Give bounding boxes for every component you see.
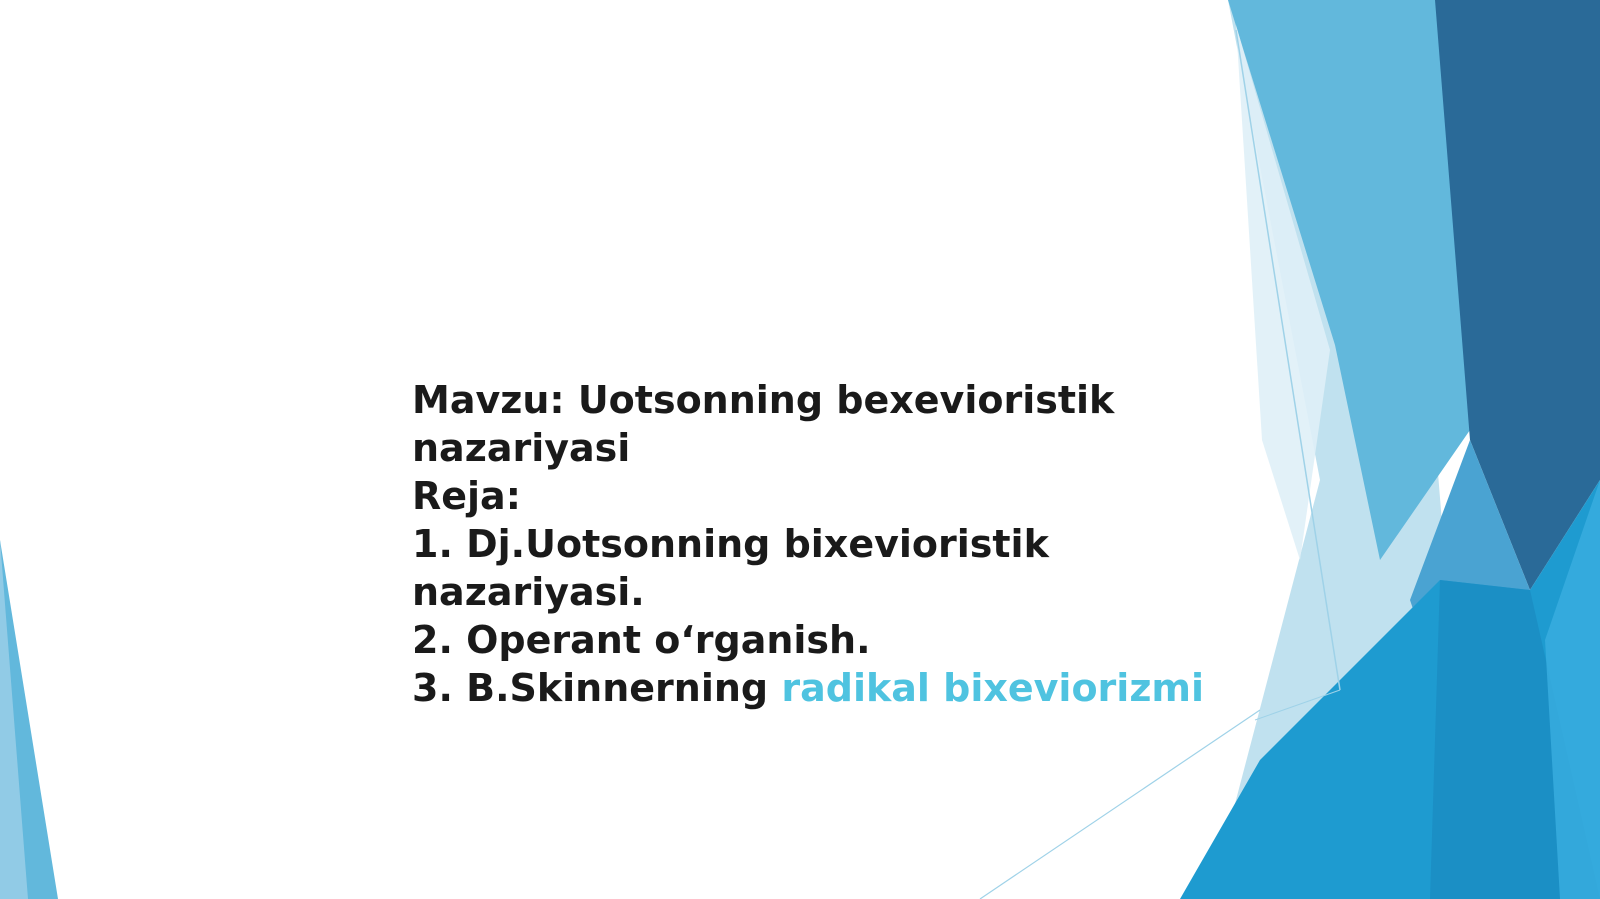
plan-item-3 bbox=[412, 664, 1205, 712]
plan-item-3-highlight: radikal bixeviorizmi bbox=[781, 666, 1205, 710]
plan-item-1-line-2: nazariyasi. bbox=[412, 570, 645, 614]
slide-title-line-2: nazariyasi bbox=[412, 426, 631, 470]
slide-text bbox=[412, 376, 1205, 712]
slide-title-line-1: Mavzu: Uotsonning bexevioristik bbox=[412, 378, 1115, 422]
plan-item-1-line-1: 1. Dj.Uotsonning bixevioristik bbox=[412, 522, 1049, 566]
plan-item-2: 2. Operant o‘rganish. bbox=[412, 618, 871, 662]
plan-heading: Reja: bbox=[412, 474, 521, 518]
plan-item-3-prefix: 3. B.Skinnerning bbox=[412, 666, 782, 710]
